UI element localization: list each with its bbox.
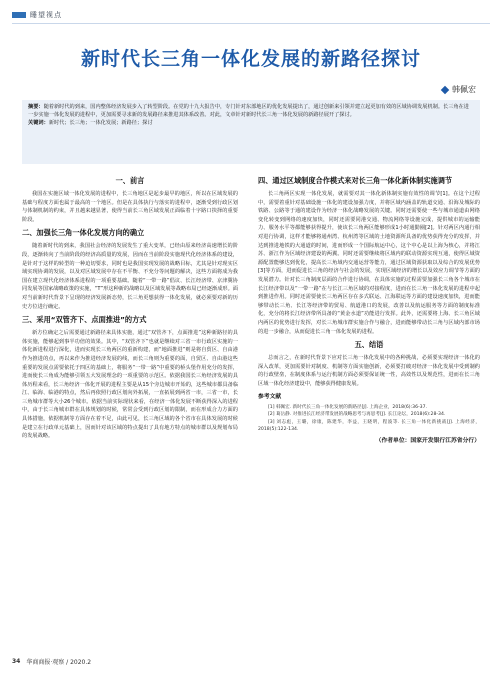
diamond-icon [441, 85, 449, 93]
author-affiliation: （作者单位：国家开发银行江苏省分行） [375, 437, 480, 444]
body-paragraph: 随着新时代的到来，我国社会经济的发展发生了重大变革，已经由原来经济高速增长的阶段，逐渐转向了当前阶段的经济高质量的发展，因而在当前阶段实施现代化经济体系的建设，是针对于这样的转型的一种迫切要求，同时也是我国实现发展的战略目标，尤其是针对现实区域实现协调的发展，以及对区域发展中存在不平衡、不充分等问题的解决，这些方面将成为我国在建立现代化经济体系进程的一项重要基础。随着“一带一路”倡议、长江经济带、京津冀协同发展等国家战略政策的实施，“T”形这种新的战略以及区域发展等战略布局已经逐渐成形。面对当前新时代背景下呈现的经济发展新态势，长三角更想获得一体化发展，就必须要对新的历史方位进行确定。 [22, 243, 238, 310]
author-name: 韩佩宏 [452, 85, 476, 94]
body-paragraph: 长三角两区实现一体化发展，就需要对其一体化新体制实施有效性的调节[1]。在这个过程中，需要着重针对基础设施一体化的建设加强力度，并将区域内涵盖的轨道交通、沿海及城际的铁路、公路等于通的建设作为经济一体化战略发展的关键。同时还需要使一些与城市通道由网络变化转变到网络的速度加快，同时还需要同港交通、物流网络等设施完成，提供城市的运输能力、服务水平等都能够获得提升，使该长三角两区能够形成1小时通勤圈[2]。针对两区内通行相对进行协调，这样才能够将通州湾、杭州湾等区域的土地资源所具备的优势获得充分的发挥，并达到推进地铁的大通道的时间，进而形成一个国际航运中心，这个中心是以上海为核心，并将江苏、浙江作为区域经济建设的两翼。同时还需要继续将区域内的联动资源实现互通，使得区域资源配置能够达到优化，提高长三角域内交通运营等能力，通过区域资源获取以及综合的发展优势[3]等方面，进而促进长三角的经济与社会的发展，实现区域经济的增长以及效应力调节等方面的发展潜力。针对长三角制度层面的合作进行协调，在具体实施的过程需要加强长三角各个城市在长江经济带以及“一带一路”在与长江三角区域的对接程度，进而在长三角一体化发展的进程中起到推进作用。同时还需要使长三角两区存在多式联运、江海联运等方面的建设速度加快，进而能够带动长三角、长江等经济带的贸易、航道港口的发展，改善以及航运服务等方面的制度标准化，充分的将长江经济带所具备的“黄金水道”功能进行发挥。此外，还需要将上海、长三角区域内两区的优势进行发挥，对长三角城市群实施合作与融合，进而能够带动长三角与区域内部市场的进一步融合，从而促进长三角一体化发展的进程。 [258, 191, 480, 335]
abstract-label: 摘要： [28, 104, 44, 110]
section-heading: 五、结语 [354, 340, 384, 350]
body-paragraph: 新方位确定之后需要通过新路径来具体实施，通过“双管齐下，点面推进”这种新路径的具体实施，能够起到事半功倍的效果。其中，“双管齐下”也就是继续对三省一市行政区实施的一体化新进程进行深化，进而实现长三角两区的重新构建，而“地面推进”则是将自贸区、自由港作为推进的点，再以来作为推进经济发展的线，而长三角则为重要的面，自贸区、自由港这些重要的发展点需要依托于四区的基础上，将服务“一带一路”中重要的桥头堡作用充分的发挥，进而使长三角成为能够引领五大发展理念的一项重要的示范区。依据我国长三角经济发展的具体历程来看，长三角经济一体化开展的进程主要是从15个旁边城市开始的，这些城市都具备临江、临海、临港的特点，然后再依照行政区划向外拓展，一直拓展到两省一市，三省一市，长三角城市群等大小26个城市。依据当前实际现状来看，在经济一体化发展不断获得深入的进程中，由于长三角城市群在具体规划的时候，常常会受到行政区划的限制，而在形成合力方面的具体措施，依据机制等方面存在着不足，由此可见，长三角区域的各个省市在具体发展的时候是建立在行政单元基础上，因而针对该区域的特点提出了具有地方特点的城市群以及规划布局的发展战略。 [22, 330, 238, 440]
right-column [258, 172, 480, 445]
author-line [442, 84, 476, 95]
journal-name: 华商商报·观察 / 2020.2 [26, 659, 92, 666]
body-paragraph: 我国在实施区域一体化发展的进程中，长三角地区是起步最早的地区，所以在区域发展的基础与程度方面也属于最高的一个地区。但是在具体执行与落实的进程中，逐渐受到行政区划与体制机制的约束，并且越来越显著，使得当前长三角区域发展正面临着十字路口抉择的重要阶段。 [22, 191, 238, 223]
abstract-text: 随着新时代的到来，国内整体经济发展步入了转型阶段。在党的十九大报告中，专门针对东部地区的优化发展提出了，通过创新来引领并建立起更加有效的区域协调发展机制。长三角在进一步实施一体化发展的进程中，更加需要寻求新的发展路径来推进其体系改善。对此，文章针对新时代长三角一体化发展的新路径展开了探讨。 [28, 104, 469, 119]
section-heading: 二、加强长三角一体化发展方向的确立 [22, 228, 145, 238]
column-tag [0, 8, 100, 21]
column-label: 睡望视点 [30, 10, 62, 19]
abstract-box [22, 100, 480, 164]
keywords-text: 新时代；长三角；一体化发展；新路径；探讨 [48, 120, 153, 127]
section-heading: 一、前言 [115, 176, 145, 185]
reference-item: [3] 刘志彪，王璐，徐康，陈建华，李益，王晓明，程波等. 长三角一体化新挑战[J]. 上海经济，2018(5):122-134. [258, 419, 480, 433]
reference-item: [1] 韩佩宏. 新时代长三角一体化发展的新路径[J]. 上海企业，2018(6):36-37. [268, 405, 427, 411]
article-title: 新时代长三角一体化发展的新路径探讨 [80, 48, 421, 70]
page-footer [12, 657, 91, 666]
keywords-label: 关键词： [28, 120, 49, 127]
abstract-paragraph [28, 103, 474, 119]
body-paragraph: 总而言之，在新时代背景下应对长三角一体化发展中的各种挑战，必须要实现经济一体化的深入改革，更加需要针对制度、机制等方面实施创新，必须要打破对经济一体化发展中受到制约的行政壁垒，在制度体系与运行机制方面必须要保证统一性，高效性以及规范性，进而在长三角区域一体化经济建设中，能够获得健康发展。 [258, 355, 480, 387]
keywords-line [28, 119, 474, 127]
column-marker [12, 12, 26, 18]
section-heading: 三、采用“双管齐下、点面推进”的方式 [22, 315, 147, 325]
section-heading: 四、通过区域制度合作模式来对长三角一体化新体制实施调节 [258, 176, 453, 185]
left-column [22, 172, 238, 441]
header-rule [12, 23, 490, 24]
page-number: 34 [12, 658, 21, 665]
reference-item: [2] 葛岳静. 对推进长江经济带发展的战略思考与再思考[J]. 长江论坛，2018(6):28-34. [268, 412, 446, 418]
references-title: 参考文献 [258, 394, 282, 401]
